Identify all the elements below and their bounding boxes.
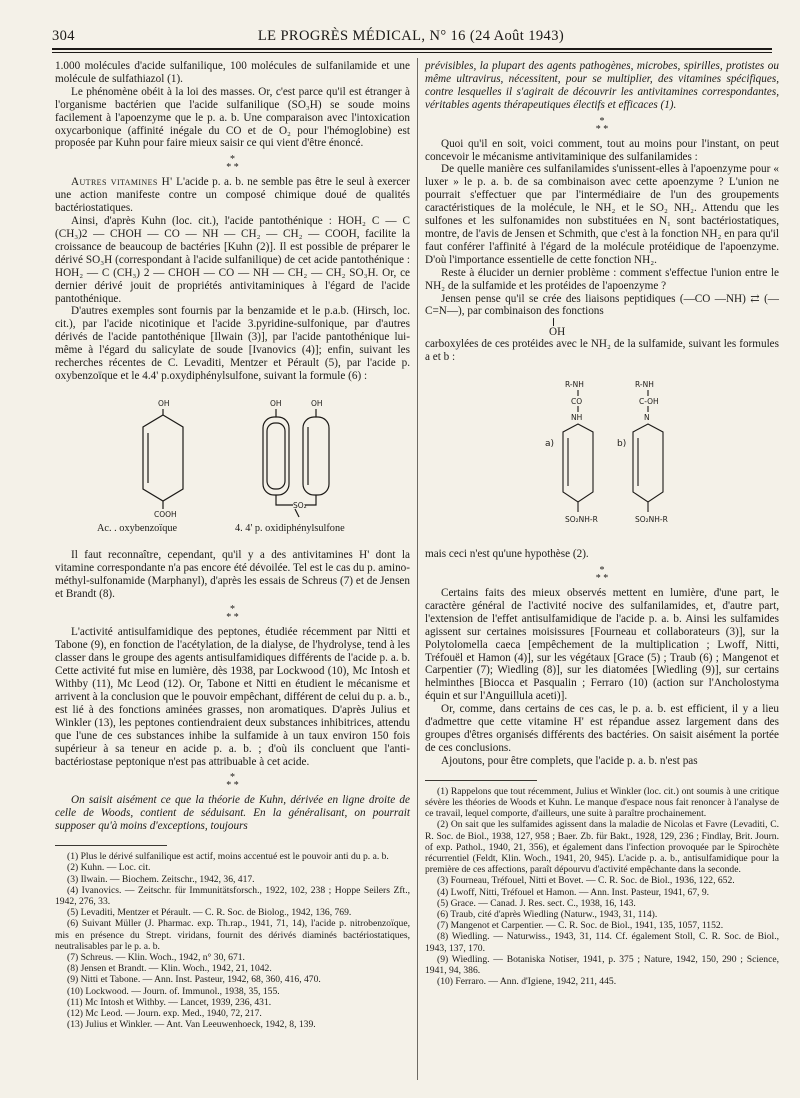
co-label: CO — [571, 397, 583, 407]
paragraph: 1.000 molécules d'acide sulfanilique, 100 molécules de sulfanilamide et une molécule de sulfathiazol (1). — [55, 60, 410, 85]
column-divider — [417, 58, 418, 1080]
paragraph: Ainsi, d'après Kuhn (loc. cit.), l'acide pantothénique : HOH₂ C — C (CH₃)2 — CHOH — CO — NH — CH₂ — CH₂ — COOH, facilite la croissance de beaucoup de bactéries [Kuhn (2)]. Il est possible de préparer le dérivé SO₃H (correspondant à l'acide sulfanilique) de cet acide pantothénique : HOH₂ — C (CH₃) 2 — CHOH — CO — NH — CH₂ — CH₂ SO₃H. Or, ce dernier dérivé jouit de propriétés antivitaminiques à l'égard de l'acide pantothénique. — [55, 215, 410, 305]
footnote: (8) Wiedling. — Naturwiss., 1943, 31, 114. Cf. également Stoll, C. R. Soc. de Biol., 1943, 137, 170. — [425, 931, 779, 954]
figure-caption-b: 4. 4' p. oxidiphénylsulfone — [235, 522, 345, 534]
footnote: (12) Mc Leod. — Journ. exp. Med., 1940, 72, 217. — [67, 1008, 262, 1019]
footnote: (3) Fourneau, Tréfouel, Nitti et Bovet. — C. R. Soc. de Biol., 1936, 122, 652. — [437, 875, 735, 887]
paragraph: mais ceci n'est qu'une hypothèse (2). — [425, 548, 589, 561]
benzene-ring-right — [303, 417, 329, 495]
footnote: (3) Ilwain. — Biochem. Zeitschr., 1942, 36, 417. — [67, 873, 255, 885]
footnote: (7) Schreus. — Klin. Woch., 1942, n° 30, 671. — [67, 951, 245, 963]
chemical-figure — [55, 387, 410, 547]
running-title: LE PROGRÈS MÉDICAL, N° 16 (24 Août 1943) — [257, 27, 565, 44]
peptide-formula-figure — [425, 366, 779, 546]
paragraph: L'activité antisulfamidique des peptones, étudiée récemment par Nitti et Tabone (9), en fonction de l'acétylation, de la dialyse, de l'hydrolyse, tend à les classer dans le groupe des agents antisulfamidiques différents de l'acide p. a. b. Cette activité fut mise en lumière, dès 1938, par Lockwood (10), Mc Intosh et Withby (11), Mc Leod (12). Or, Tabone et Nitti en étudient le mécanisme et arrivent à la conclusion que le pouvoir empêchant, différent de celui du p. a. b., est lié à des fonctions aminées grasses, non aromatiques. D'après Julius et Winkler (13), les peptones contiendraient deux substances inhibitrices, attendu que l'une de ces substances inhibe la sulfamide à un taux environ 150 fois supérieur à sa teneur en acide p. a. b. ; d'où ils concluent que l'anti-bactériostase peptonique n'est pas attribuable à cet acide. — [55, 626, 410, 768]
paragraph: Or, comme, dans certains de ces cas, le p. a. b. est efficient, il y a lieu d'admettre que cette vitamine H' est répandue assez largement dans des groupes d'êtres organisés différents des bactéries. On saisit aisément la portée de ces conclusions. — [425, 703, 779, 754]
paragraph: Quoi qu'il en soit, voici comment, tout au moins pour l'instant, on peut concevoir le mécanisme antivitaminique des sulfanilamides : — [425, 137, 779, 163]
paragraph: De quelle manière ces sulfanilamides s'unissent-elles à l'apoenzyme pour « luxer » le p. a. b. de sa combinaison avec cette apoenzyme ? L'union ne pourrait s'effectuer que par l'intermédiaire de l'un des groupements caractéristiques de la molécule, le NH₂ et le SO₂ NH₂. Attendu que les sulfones et les sulfonamides non substituées en N₁ sont bactériostatiques, montre, de l'avis de Jensen et Schmith, que c'est à la fonction NH₂ en para qu'il faut conférer l'affinité à l'égard de la molécule protéidique de l'apoenzyme. D'où l'importance essentielle de cette fonction NH₂. — [425, 163, 779, 266]
figure-caption-a: Ac. . oxybenzoïque — [97, 522, 178, 534]
so2nhr-label: SO₂NH-R — [565, 515, 598, 525]
footnotes — [425, 786, 779, 988]
footnote: (5) Grace. — Canad. J. Res. sect. C., 1938, 16, 143. — [437, 897, 636, 909]
running-header — [52, 27, 770, 45]
r-nh-label: R-NH — [565, 380, 584, 390]
oh-text: OH — [549, 326, 566, 339]
paragraph: Le phénomène obéit à la loi des masses. Or, c'est parce qu'il est étranger à l'organisme bactérien que l'acide sulfanilique (SO₃H) se soude moins facilement à l'apoenzyme que le p. a. b. Une comparaison avec l'intoxication oxycarbonique (affinité inégale du CO et de O₂ pour l'hémoglobine) est proposée par Kuhn pour faire mieux saisir ce qui vient d'être énoncé. — [55, 85, 410, 150]
section-stars: * * * — [226, 604, 239, 624]
section-stars: * * * — [226, 154, 239, 174]
footnote: (8) Jensen et Brandt. — Klin. Woch., 1942, 21, 1042. — [67, 963, 272, 975]
footnote: (9) Wiedling. — Botaniska Notiser, 1941, p. 375 ; Nature, 1942, 150, 290 ; Science, 1941, 94, 386. — [425, 953, 779, 976]
paragraph: Certains faits des mieux observés mettent en lumière, d'une part, le caractère général de l'activité nocive des sulfanilamides, et, d'autre part, l'extension de l'effet antisulfamidique de l'acide p. a. b. Ainsi les sulfamides agissent sur certaines moisissures [Fourneau et collaborateurs (3)], sur la Polytolomella caeca [empêchement de la multiplication ; Lwoff, Nitti, Tréfouël et Hamon (4)], sur les végétaux [Grace (5) ; Traub (6) ; Mangenot et Carpentier (7); Wiedling (8)], sur les diatomées [Wiedling (9)], sur certains helminthes [Biocca et Pasqualin ; Ferraro (10) (action sur l'Ancholostyma équin et sur l'Anguillula aceti)]. — [425, 587, 779, 703]
paragraph-text: L'acide p. a. b. ne semble pas être le seul à exercer une action manifeste contre un composé chimique doué de qualités bactériostatiques. — [55, 176, 410, 215]
paragraph: Jensen pense qu'il se crée des liaisons peptidiques (—CO —NH) ⇄ (—C=N—), par combinaison des fonctions — [425, 292, 779, 318]
oh-label: OH — [270, 398, 282, 408]
footnote: (6) Traub, cité d'après Wiedling (Naturw., 1943, 31, 114). — [437, 908, 658, 920]
footnote: (4) Lwoff, Nitti, Tréfouel et Hamon. — Ann. Inst. Pasteur, 1941, 67, 9. — [437, 886, 710, 898]
footnote: (10) Lockwood. — Journ. of. Immunol., 1938, 35, 155. — [67, 985, 280, 997]
n-label: N — [644, 413, 650, 423]
footnote: (6) Suivant Müller (J. Pharmac. exp. Th.rap., 1941, 71, 14), l'acide p. nitrobenzoïque, mis en présence du Strept. viridans, fournit des dérivés diaminés bactériostatiques, neutralisables par le p. a. b. — [55, 918, 410, 952]
footnote: (13) Julius et Winkler. — Ant. Van Leeuwenhoeck, 1942, 8, 139. — [67, 1019, 316, 1031]
r-nh-label: R-NH — [635, 380, 654, 390]
oh-subscript — [425, 318, 779, 338]
oh-label: OH — [158, 398, 170, 408]
footnote: (1) Rappelons que tout récemment, Julius et Winkler (loc. cit.) ont soumis à une critique sévère les théories de Woods et Kuhn. Le manque d'espace nous fait renoncer à l'analyse de ce travail, lequel comporte, d'ailleurs, une suite à paraître prochainement. — [425, 785, 779, 820]
nh-label: NH — [571, 413, 583, 423]
paragraph: Reste à élucider un dernier problème : comment s'effectue l'union entre le NH₂ de la sulfamide et les protéides de l'apoenzyme ? — [425, 266, 779, 292]
paragraph: Ajoutons, pour être complets, que l'acide p. a. b. n'est pas — [441, 754, 698, 767]
paragraph: prévisibles, la plupart des agents pathogènes, microbes, spirilles, protistes ou même ultravirus, nécessitent, pour se multiplier, des vitamines spécifiques, contre lesquelles il s'agirait de découvrir les antivitamines correspondantes, véritables agents thérapeutiques électifs et efficaces (1). — [425, 60, 779, 111]
left-column — [55, 60, 410, 1030]
right-column — [425, 60, 779, 987]
benzene-ring-left — [143, 415, 183, 501]
c-oh-label: C-OH — [639, 397, 659, 407]
footnote: (7) Mangenot et Carpentier. — C. R. Soc. de Biol., 1941, 135, 1057, 1152. — [437, 920, 724, 932]
footnote-rule — [425, 780, 537, 781]
formula-ab-drawing — [425, 366, 779, 546]
oh-label: OH — [311, 398, 323, 408]
section-lead: Autres vitamines H' — [71, 176, 173, 189]
section-stars: * * * — [226, 772, 239, 792]
section-stars: * * * — [595, 565, 609, 585]
section-stars: * * * — [595, 115, 609, 135]
footnote: (4) Ivanovics. — Zeitschr. für Immunitätsforsch., 1922, 102, 238 ; Hoppe Seilers Zft., 1942, 276, 33. — [55, 884, 410, 907]
so2-label: SO₂ — [293, 500, 307, 510]
footnote: (5) Levaditi, Mentzer et Pérault. — C. R. Soc. de Biolog., 1942, 136, 769. — [67, 907, 352, 919]
header-rule-thin — [52, 52, 772, 53]
page-number: 304 — [52, 27, 75, 44]
paragraph: D'autres exemples sont fournis par la benzamide et le p.a.b. (Hirsch, loc. cit.), par l'acide nicotinique et l'acide 3.pyridine-sulfonique, par d'autres dérivés de l'acide pantothénique [Ilwain (3)], par l'acide pantothénique lui-même à l'égard du salicylate de soude [Ivanovics (4)]; enfin, suivant les recherches récentes de C. Levaditi, Mentzer et Pérault (5), par l'acide p. oxybenzoïque et le 4.4' p.oxydiphénylsulfone, suivant la formule (6) : — [55, 305, 410, 382]
header-rule — [52, 48, 772, 50]
footnote: (10) Ferraro. — Ann. d'Igiene, 1942, 211, 445. — [437, 976, 617, 988]
footnote: (9) Nitti et Tabone. — Ann. Inst. Pasteur, 1942, 68, 360, 416, 470. — [67, 974, 321, 986]
paragraph: carboxylées de ces protéides avec le NH₂ de la sulfamide, suivant les formules a et b : — [425, 338, 779, 364]
so2nhr-label: SO₂NH-R — [635, 515, 668, 525]
paragraph: Il faut reconnaître, cependant, qu'il y a des antivitamines H' dont la vitamine correspondante n'a pas encore été dévoilée. Tel est le cas du p. amino-méthyl-sulfonamide (Marphanyl), d'après les essais de Schreus (7) et de Jensen et Brandt (8). — [55, 548, 410, 600]
footnote: (2) On sait que les sulfamides agissent dans la maladie de Nicolas et Favre (Levaditi, C. R. Soc. de Biol., 1938, 127, 958 ; Baer. Zb. für Bakt., 1928, 129, 236 ; Findlay, Brit. Journ. of exp. Pathol., 1940, 21, 356), et également dans l'infection provoquée par le Spirochète récurrentiel (Feldt, Klin. Woch., 1941, 20, 945). L'acide p. a. b., antisulfamidique pour la première de ces affections, paraît dépourvu d'activité empêchante dans la seconde. — [425, 819, 779, 876]
footnote-rule — [55, 845, 167, 846]
paragraph — [55, 176, 410, 215]
formula-a-label: a) — [545, 439, 555, 450]
paragraph: On saisit aisément ce que la théorie de Kuhn, dérivée en ligne droite de celle de Woods, contient de séduisant. En la généralisant, on pourrait supposer qu'à moins d'exceptions, toujours — [55, 794, 410, 833]
footnotes — [55, 851, 410, 1030]
formula-b-label: b) — [617, 439, 627, 450]
footnote: (1) Plus le dérivé sulfanilique est actif, moins accentué est le pouvoir anti du p. a. b. — [67, 851, 389, 863]
footnote: (11) Mc Intosh et Withby. — Lancet, 1939, 236, 431. — [67, 996, 272, 1008]
footnote: (2) Kuhn. — Loc. cit. — [67, 862, 151, 874]
cooh-label: COOH — [154, 509, 177, 519]
